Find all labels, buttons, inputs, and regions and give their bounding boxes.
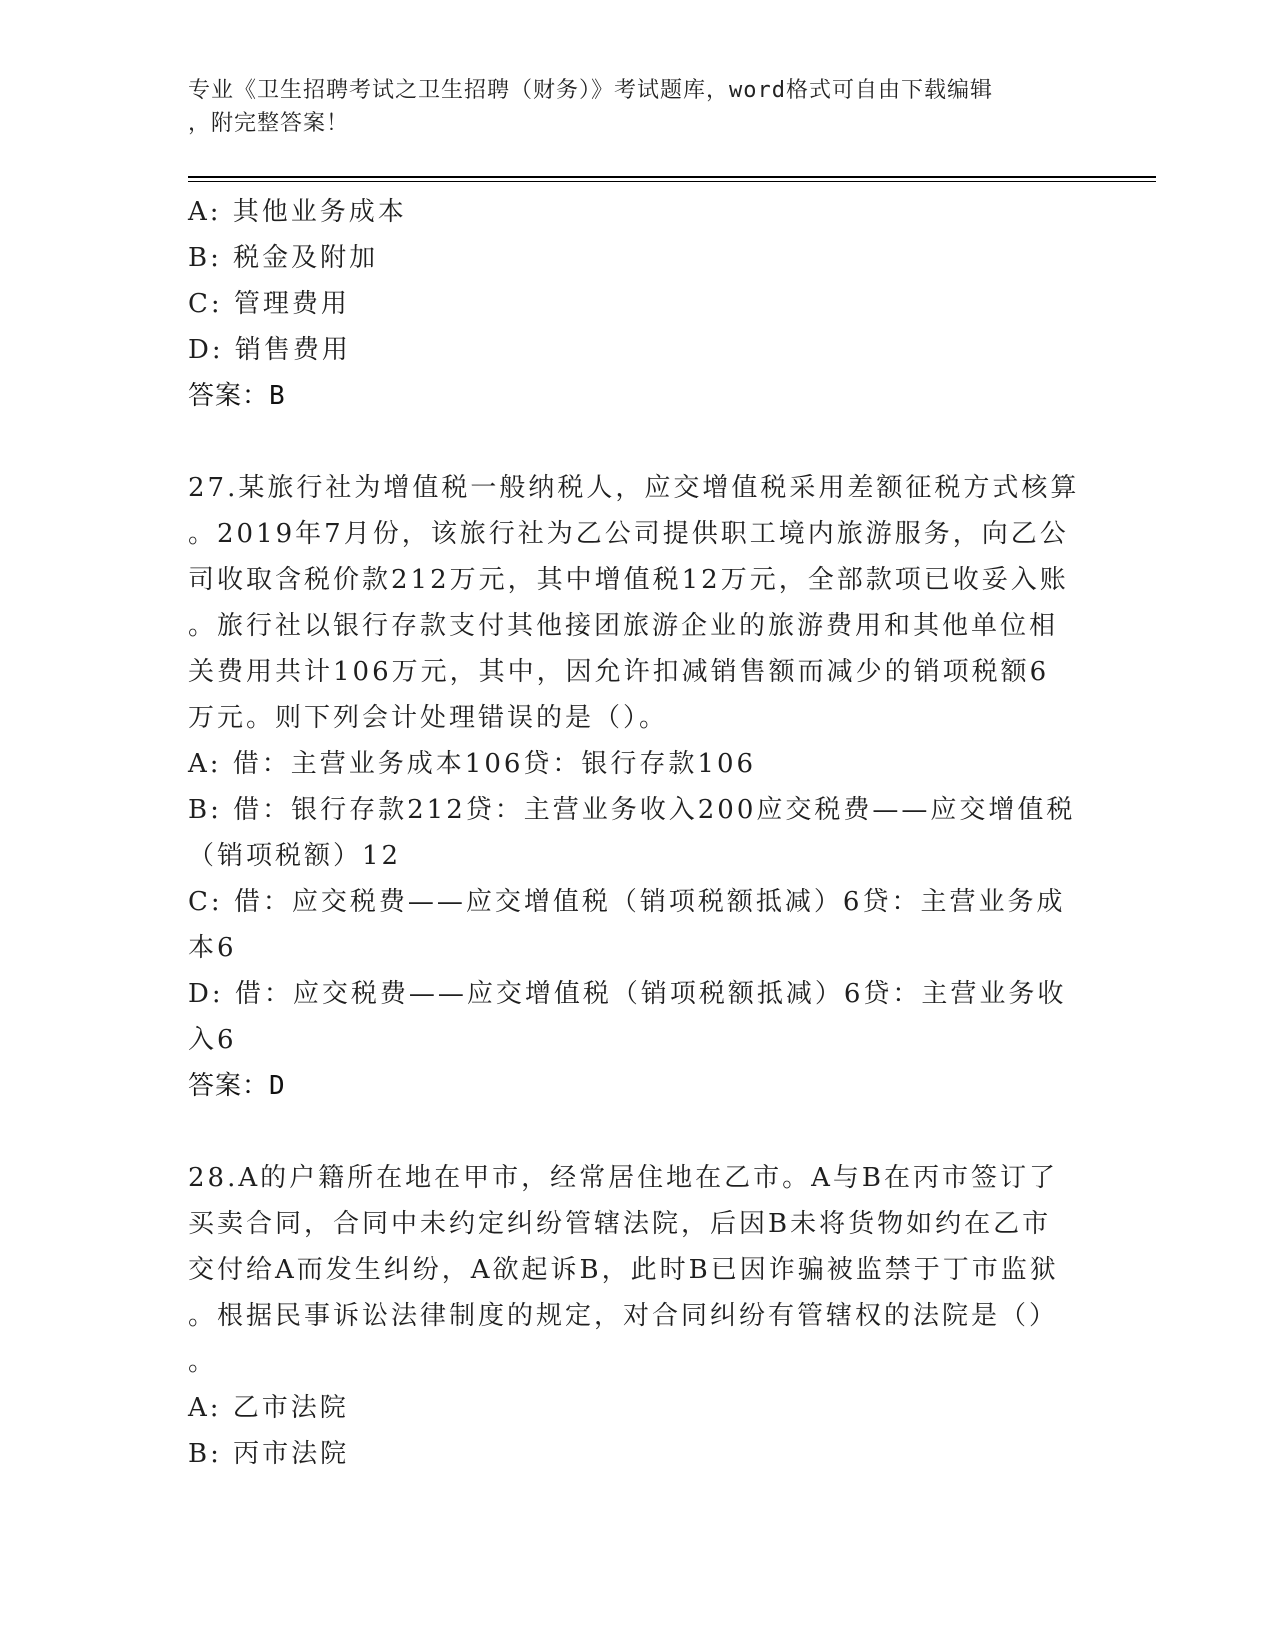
option-c: C: 管理费用 [188,289,350,319]
stem-line: 。根据民事诉讼法律制度的规定，对合同纠纷有管辖权的法院是（） [188,1301,1059,1331]
option-b: B: 丙市法院 [188,1439,350,1469]
question-28-stem [188,1155,1088,1385]
option-a: A: 其他业务成本 [188,197,407,227]
spacer [188,419,1088,465]
header-divider-thick [188,176,1156,178]
stem-line: 万元。则下列会计处理错误的是（）。 [188,703,669,733]
option-a: A: 乙市法院 [188,1393,349,1423]
header-divider-thin [188,181,1156,182]
question-26-options [188,189,1088,373]
question-26-answer: 答案：B [188,381,286,411]
option-line: （销项税额）12 [188,841,402,871]
stem-line: 司收取含税价款212万元，其中增值税12万元，全部款项已收妥入账 [188,565,1069,595]
option-b: B: 税金及附加 [188,243,379,273]
stem-line: 买卖合同，合同中未约定纠纷管辖法院，后因B未将货物如约在乙市 [188,1209,1052,1239]
spacer [188,1109,1088,1155]
option-line: A: 借：主营业务成本106贷：银行存款106 [188,749,757,779]
option-line: 入6 [188,1025,237,1055]
question-28-options [188,1385,1088,1477]
stem-line: 。2019年7月份，该旅行社为乙公司提供职工境内旅游服务，向乙公 [188,519,1069,549]
question-content [188,189,1088,1477]
header-line-2: ，附完整答案！ [188,111,350,136]
question-28 [188,1155,1088,1477]
question-27-stem [188,465,1088,741]
option-d: D: 销售费用 [188,335,351,365]
header-line-1: 专业《卫生招聘考试之卫生招聘（财务）》考试题库，word格式可自由下载编辑 [188,78,993,103]
option-line: C: 借：应交税费——应交增值税（销项税额抵减）6贷：主营业务成 [188,887,1066,917]
question-27-answer: 答案：D [188,1071,286,1101]
question-27-options [188,741,1088,1063]
page-header [188,74,1068,140]
stem-line: 关费用共计106万元，其中，因允许扣减销售额而减少的销项税额6 [188,657,1050,687]
question-27 [188,465,1088,1109]
stem-line: 28.A的户籍所在地在甲市，经常居住地在乙市。A与B在丙市签订了 [188,1163,1059,1193]
stem-line: 。旅行社以银行存款支付其他接团旅游企业的旅游费用和其他单位相 [188,611,1059,641]
stem-line: 。 [188,1347,218,1377]
stem-line: 交付给A而发生纠纷，A欲起诉B，此时B已因诈骗被监禁于丁市监狱 [188,1255,1059,1285]
option-line: B: 借：银行存款212贷：主营业务收入200应交税费——应交增值税 [188,795,1076,825]
option-line: 本6 [188,933,237,963]
stem-line: 27.某旅行社为增值税一般纳税人，应交增值税采用差额征税方式核算 [188,473,1080,503]
option-line: D: 借：应交税费——应交增值税（销项税额抵减）6贷：主营业务收 [188,979,1067,1009]
